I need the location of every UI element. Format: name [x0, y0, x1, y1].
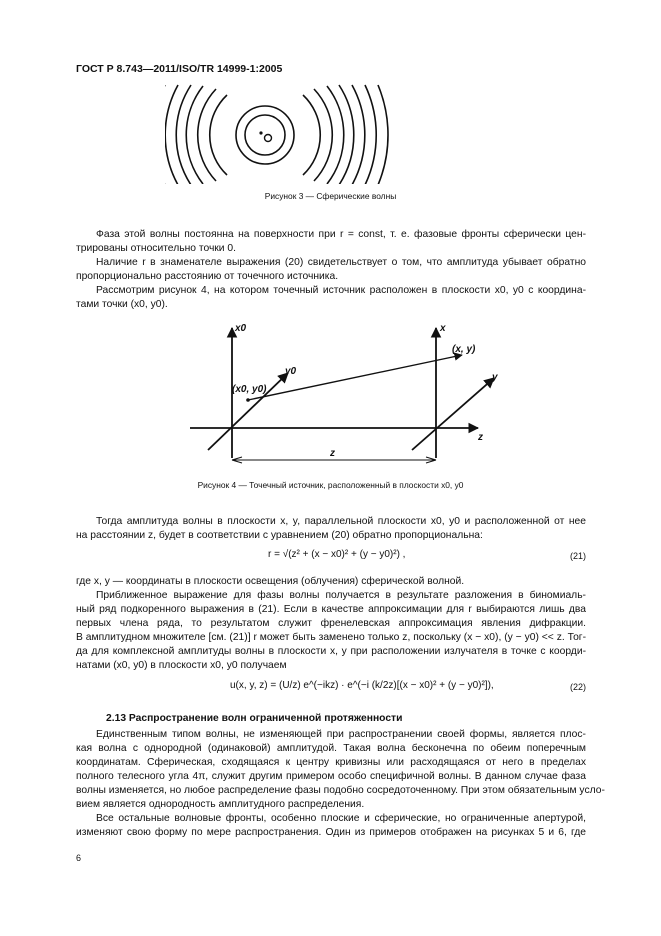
label-z-axis: z: [478, 432, 483, 443]
para7-line4: полного телесного угла 4π, служит другим примером особо специфичной волны. В данном случае фаза: [76, 771, 586, 782]
page-number: 6: [76, 853, 82, 863]
label-point-destination: (x, y): [452, 344, 476, 355]
para7-line1: Единственным типом волны, не изменяющей при распространении своей формы, является плос-: [96, 729, 586, 740]
para1-line2: трированы относительно точки 0.: [76, 243, 237, 254]
label-y: y: [492, 372, 498, 383]
figure-4-point-source: [190, 318, 500, 468]
label-x0: x0: [235, 323, 247, 334]
para7-line2: кая волна с однородной (одинаковой) амплитудой. Такая волна бесконечна по обеим поперечным: [76, 743, 586, 754]
para4-line2: на расстоянии z, будет в соответствии с уравнением (20) обратно пропорциональна:: [76, 530, 483, 541]
label-x: x: [440, 323, 446, 334]
figure-3-spherical-waves: [165, 78, 495, 184]
label-z-distance: z: [330, 448, 335, 459]
para6-line6: натами (x0, y0) в плоскости x0, y0 получаем: [76, 660, 287, 671]
para8-line1: Все остальные волновые фронты, особенно плоские и сферические, но ограниченные апертурой,: [96, 813, 586, 824]
label-point-source: (x0, y0): [232, 384, 267, 395]
equation-21: r = √(z² + (x − x0)² + (y − y0)²) ,: [268, 549, 406, 560]
para6-line5: да для комплексной амплитуды волны в плоскости x, y при расположении излучателя в точке с коорди-: [76, 646, 586, 657]
equation-22-number: (22): [569, 682, 586, 692]
para5: где x, y — координаты в плоскости освещения (облучения) сферической волной.: [76, 576, 465, 587]
para4-line1: Тогда амплитуда волны в плоскости x, y, параллельной плоскости x0, y0 и расположенной от нее: [96, 516, 586, 527]
equation-21-number: (21): [569, 551, 586, 561]
para6-line2: ный ряд подкоренного выражения в (21). Если в качестве аппроксимации для r выбираются лишь два: [76, 604, 586, 615]
para7-line6: вием является однородность амплитудного распределения.: [76, 799, 365, 810]
para3-line2: тами точки (x0, y0).: [76, 299, 168, 310]
section-heading: 2.13 Распространение волн ограниченной протяженности: [106, 713, 403, 724]
para6-line3: первых члена ряда, то результатом служит френелевская аппроксимация явления дифракции.: [76, 618, 586, 629]
figure-4-caption: Рисунок 4 — Точечный источник, расположенный в плоскости x0, y0: [197, 480, 464, 490]
para2-line1: Наличие r в знаменателе выражения (20) свидетельствует о том, что амплитуда убывает обратно: [96, 257, 586, 268]
para3-line1: Рассмотрим рисунок 4, на котором точечный источник расположен в плоскости x0, y0 с координа-: [96, 285, 586, 296]
para8-line2: изменяют свою форму по мере распространения. Один из примеров отображен на рисунках 5 и 6, где: [76, 827, 586, 838]
document-header: ГОСТ Р 8.743—2011/ISO/TR 14999-1:2005: [76, 63, 283, 75]
label-y0: y0: [285, 366, 297, 377]
para2-line2: пропорционально расстоянию от точечного источника.: [76, 271, 339, 282]
para6-line1: Приближенное выражение для фазы волны получается в результате разложения в биномиаль-: [96, 590, 586, 601]
para1-line1: Фаза этой волны постоянна на поверхности при r = const, т. е. фазовые фронты сферически цен-: [96, 229, 586, 240]
point-source-dot: [259, 131, 262, 134]
para7-line3: координатам. Сферическая, сходящаяся к центру кривизны или расходящаяся от него в пределах: [76, 757, 586, 768]
figure-3-caption: Рисунок 3 — Сферические волны: [264, 191, 397, 201]
para7-line5: волны изменяется, но любое распределение фазы подобно сосредоточенному. При этом обязательным усло-: [76, 785, 605, 796]
para6-line4: В амплитудном множителе [см. (21)] r может быть заменено только z, поскольку (x − x0), (y − y0) << z. Тог-: [76, 632, 586, 643]
equation-22: u(x, y, z) = (U/z) e^(−ikz) · e^(−i (k/2z)[(x − x0)² + (y − y0)²]),: [230, 680, 494, 691]
